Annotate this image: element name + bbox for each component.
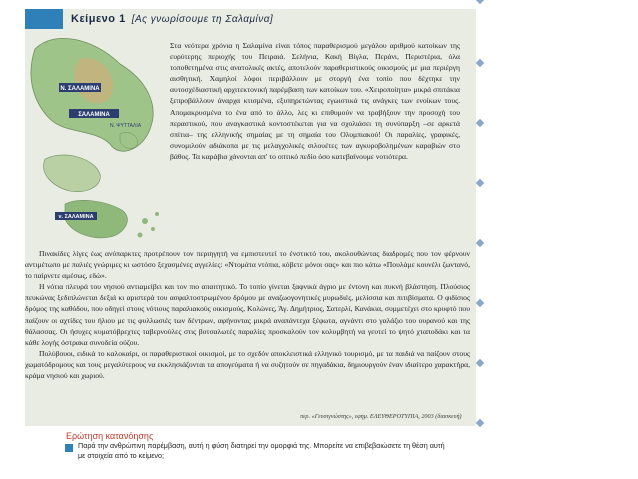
source-citation: περ. «Γευσιγνώστης», εφημ. ΕΛΕΥΘΕΡΟΤΥΠΙΑ, 2003 (διασκευή) — [300, 413, 462, 420]
paragraph-1: Στα νεότερα χρόνια η Σαλαμίνα είναι τόπος παραθερισμού μεγάλου αριθμού κατοίκων της ευρύτερης περιοχής του Πειραιά. Σελήνια, Κακή Βίγλα, Περάνι, Περιστέρια, όλα τοποθετημένα στις ανατολικές ακτές, αποτελούν παραθεριστικούς οικισμούς με μια περιέργη αισθητική. Χαμηλοί λόφοι περιβάλλουν με στοργή ένα τοπίο που δέχτηκε την αυτοσχέδιαστική αρχιτεκτονική παρέμβαση των κατοίκων του. «Χειροποίητα» μικρά σπιτάκια ξεπροβάλλουν άναρχα κτισμένα, εξυπηρετώντας εγωιστικά τις ανάγκες των ενοίκων τους. Απομακρυσμένα το ένα από το άλλο, λες κι επιθυμούν να τραβήξουν την προσοχή του περαστικού, που αναγκαστικά κοντοστέκεται για να σχολιάσει τη συνύπαρξη –σε αρκετά σπίτια– της ελληνικής σημαίας με τη σημαία του Ολυμπιακού! Οι παραλίες, γραφικές, συνομιλούν αδιάκοπα με τις μελαγχολικές σιλουέτες των αγκυροβολημένων καραβιών στο βάθος. Τα καράβια χάνονται απ' το οπτικό πεδίο όσο κατεβαίνουμε νοτιότερα. — [170, 41, 460, 161]
text-header — [25, 9, 325, 29]
paragraph-3: Η νότια πλευρά του νησιού αντιαμείβει και τον πιο απαιτητικό. Το τοπίο γίνεται ξαφνικά άγριο με έντονη και πυκνή βλάστηση. Πλούσιος πευκώνας ξεδιπλώνεται δεξιά κι αριστερά του ασφαλτοστρωμένου δρόμου με αναζωογονητικές μυρωδιές, μελίσσια και πιτιβίσματα. Ο φιδίσιος δρόμος της καθόδου, που οδηγεί στους νότιους παραλιακούς οικισμούς, Κολώνες, Άγ. Δημήτριος, Σατερλί, Κανάκια, συμμετέχει στο κρυφτό που παίζουν οι αχτίδες του ήλιου με τις φυλλωσιές των δέντρων, αφήνοντας μικρά αναπάντεχα ξέφωτα, αγνάντι στο γαλάζιο του ουρανού και της θάλασσας. Οι ήσυχες κυματόβρεχτες ταβερνούλες στις βοτσαλωτές παραλίες προσκαλούν τον κολυμβητή να γευτεί το ψητό χταποδάκι και τα κάθε λογής όστρακα συνοδεία ούζου. — [25, 282, 470, 347]
article-column-right — [170, 40, 460, 162]
slide-decoration — [476, 0, 638, 479]
question-text: Παρά την ανθρώπινη παρέμβαση, αυτή η φύση διατηρεί την ομορφιά της. Μπορείτε να επιβεβαιώσετε τη θέση αυτή με στοιχεία από το κείμενο; — [78, 441, 445, 460]
diamond-bullet-icon — [476, 119, 484, 127]
text-subtitle: [Ας γνωρίσουμε τη Σαλαμίνα] — [131, 13, 274, 25]
diamond-bullet-icon — [476, 419, 484, 427]
diamond-bullet-icon — [476, 179, 484, 187]
diamond-bullet-icon — [476, 0, 484, 4]
diamond-bullet-icon — [476, 299, 484, 307]
map-label-town: ΣΑΛΑΜΙΝΑ — [78, 112, 110, 118]
map-label-island: Ν. ΣΑΛΑΜΙΝΑ — [60, 86, 100, 92]
question-bullet-icon — [65, 444, 73, 452]
paragraph-2: Πινακίδες λίγες έως ανύπαρκτες προτρέπουν τον περιηγητή να εμπιστευτεί το ένστικτό του, ακολουθώντας διαδρομές που τον φέρνουν αντιμέτωπο με παλιές γνώριμες κι ωστόσο ξεχασμένες αγγελίες: «Ντομάτα ντόπια, κόβετε μόνοι σας» και πιο κάτω «Πουλάμε κουνέλι ζωντανό, το παίρνετε αμέσως, εδώ». — [25, 249, 470, 281]
diamond-bullet-icon — [476, 239, 484, 247]
map-label-inset: ν. ΣΑΛΑΜΙΝΑ — [58, 214, 94, 220]
header-tag — [25, 9, 63, 29]
article-column-full — [25, 248, 470, 381]
paragraph-4: Πολύβουοι, ειδικά το καλοκαίρι, οι παραθεριστικοί οικισμοί, με το σχεδόν αποκλειστικά ελληνικό τουρισμό, με τα παιδιά να παίζουν στους χωματόδρομους και τους μεγαλύτερους να εκκλησιάζονται τα απογεύματα ή να συζητούν σε πηγαδάκια, δημιουργούν έναν ιδιαίτερο χαρακτήρα, κράμα νησιού και χωριού. — [25, 348, 470, 381]
map-label-psyttalia: Ν. ΨΥΤΤΑΛΙΑ — [110, 123, 142, 129]
text-label: Κείμενο 1 — [71, 13, 126, 25]
diamond-bullet-icon — [476, 359, 484, 367]
diamond-bullet-icon — [476, 59, 484, 67]
question-title: Ερώτηση κατανόησης — [66, 431, 154, 441]
